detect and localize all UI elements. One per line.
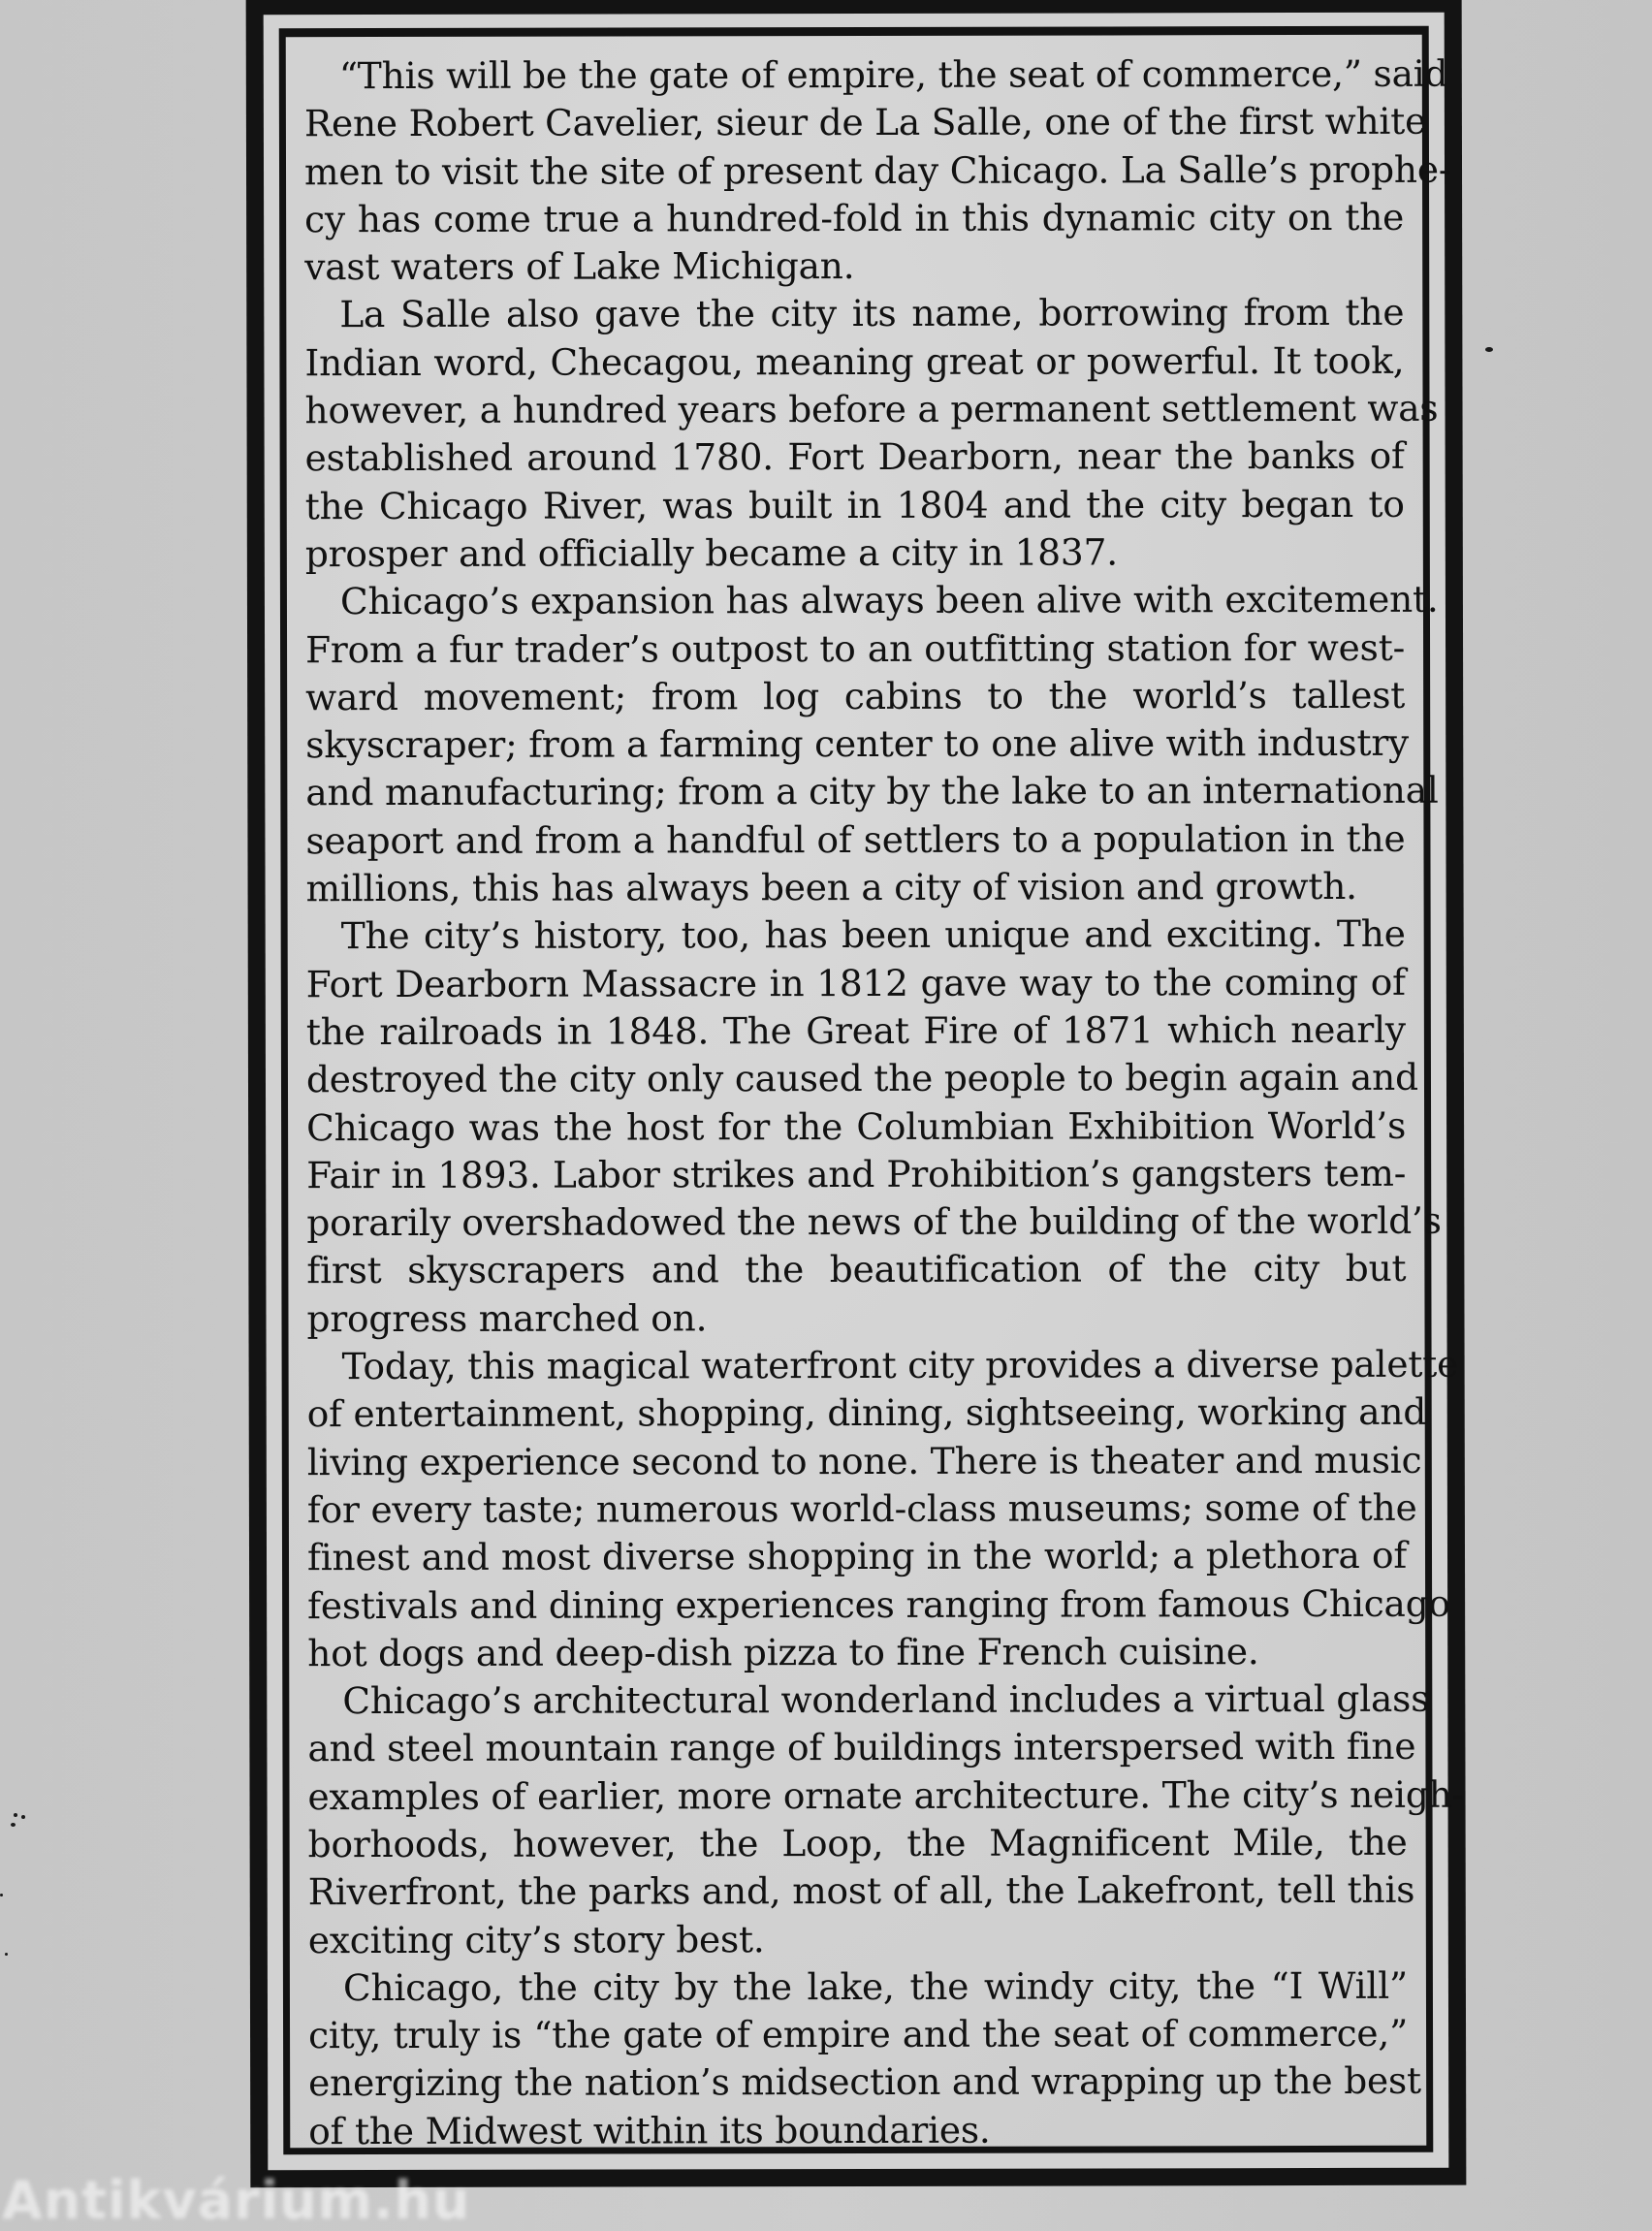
inner-border-box <box>279 26 1465 2154</box>
text-line: La Salle also gave the city its name, borrowing from the <box>339 291 1405 336</box>
paragraph <box>305 910 1442 1343</box>
text-line: borhoods, however, the Loop, the Magnificent Mile, the <box>307 1820 1408 1866</box>
dust-speck <box>0 1894 3 1896</box>
text-line: however, a hundred years before a permanent settlement was <box>304 386 1439 432</box>
dust-speck <box>11 1823 16 1827</box>
text-line: Indian word, Checagou, meaning great or powerful. It took, <box>304 338 1405 384</box>
text-line: Fair in 1893. Labor strikes and Prohibition’s gangsters tem- <box>306 1151 1407 1197</box>
watermark: Antikvárium.hu <box>2 2170 471 2231</box>
paragraph <box>306 1341 1459 1677</box>
text-line: skyscraper; from a farming center to one alive with industry <box>305 720 1410 767</box>
dust-speck <box>1485 347 1493 352</box>
light-mat-band <box>264 13 1465 2171</box>
text-line: finest and most diverse shopping in the world; a plethora of <box>306 1534 1408 1579</box>
text-line: men to visit the site of present day Chicago. La Salle’s prophe- <box>303 147 1451 193</box>
text-line: cy has come true a hundred-fold in this dynamic city on the <box>304 195 1405 241</box>
text-line: established around 1780. Fort Dearborn, near the banks of <box>304 434 1405 480</box>
text-line: “This will be the gate of empire, the seat of commerce,” said <box>338 51 1448 98</box>
text-line: and manufacturing; from a city by the lake to an international <box>305 769 1439 814</box>
text-line: Chicago was the host for the Columbian Exhibition World’s <box>306 1103 1407 1149</box>
text-line: porarily overshadowed the news of the building of the world’s <box>306 1198 1442 1245</box>
outer-black-frame <box>246 0 1467 2187</box>
text-line: city, truly is “the gate of empire and the seat of commerce,” <box>307 2011 1409 2057</box>
text-line: progress marched on. <box>306 1296 708 1340</box>
text-line: seaport and from a handful of settlers to a population in the <box>305 816 1406 862</box>
text-line: energizing the nation’s midsection and wrapping up the best <box>308 2059 1421 2105</box>
paragraph <box>307 1962 1421 2156</box>
text-line: Fort Dearborn Massacre in 1812 gave way to the coming of <box>305 960 1406 1005</box>
text-line: vast waters of Lake Michigan. <box>304 244 855 289</box>
text-line: From a fur trader’s outpost to an outfitting station for west- <box>305 625 1406 671</box>
dust-speck <box>14 1813 17 1817</box>
text-line: examples of earlier, more ornate architecture. The city’s neigh- <box>307 1772 1465 1818</box>
dust-speck <box>21 1815 25 1819</box>
paragraph <box>303 50 1451 292</box>
text-line: of the Midwest within its boundaries. <box>308 2108 991 2152</box>
article-text <box>303 50 1465 2155</box>
text-line: Riverfront, the parks and, most of all, the Lakefront, tell this <box>307 1868 1415 1914</box>
text-line: prosper and officially became a city in 1837. <box>304 530 1118 576</box>
text-line: of entertainment, shopping, dining, sightseeing, working and <box>306 1390 1427 1436</box>
text-line: Chicago’s architectural wonderland includes a virtual glass <box>342 1676 1430 1723</box>
dust-speck <box>5 1953 8 1956</box>
text-line: Chicago, the city by the lake, the windy city, the “I Will” <box>342 1963 1408 2009</box>
text-line: first skyscrapers and the beautification of the city but <box>306 1247 1407 1292</box>
text-line: Chicago’s expansion has always been alive with excitement. <box>339 578 1439 623</box>
text-line: living experience second to none. There is theater and music <box>306 1438 1422 1483</box>
text-line: millions, this has always been a city of vision and growth. <box>305 864 1357 910</box>
text-line: exciting city’s story best. <box>307 1917 765 1961</box>
text-line: Today, this magical waterfront city provides a diverse palette <box>341 1342 1459 1388</box>
text-line: hot dogs and deep-dish pizza to fine French cuisine. <box>307 1629 1259 1674</box>
text-line: Rene Robert Cavelier, sieur de La Salle, one of the first white <box>303 100 1427 145</box>
text-line: for every taste; numerous world-class museums; some of the <box>306 1485 1417 1532</box>
text-line: ward movement; from log cabins to the world’s tallest <box>305 673 1406 719</box>
text-line: the Chicago River, was built in 1804 and the city began to <box>304 482 1405 527</box>
paragraph <box>304 289 1439 578</box>
text-line: the railroads in 1848. The Great Fire of 1871 which nearly <box>305 1007 1406 1054</box>
text-line: and steel mountain range of buildings interspersed with fine <box>307 1725 1416 1770</box>
text-line: The city’s history, too, has been unique and exciting. The <box>340 912 1406 958</box>
paragraph <box>307 1675 1465 1964</box>
text-line: festivals and dining experiences ranging from famous Chicago <box>307 1581 1450 1627</box>
paragraph <box>305 576 1439 912</box>
text-line: destroyed the city only caused the people to begin again and <box>305 1056 1418 1101</box>
